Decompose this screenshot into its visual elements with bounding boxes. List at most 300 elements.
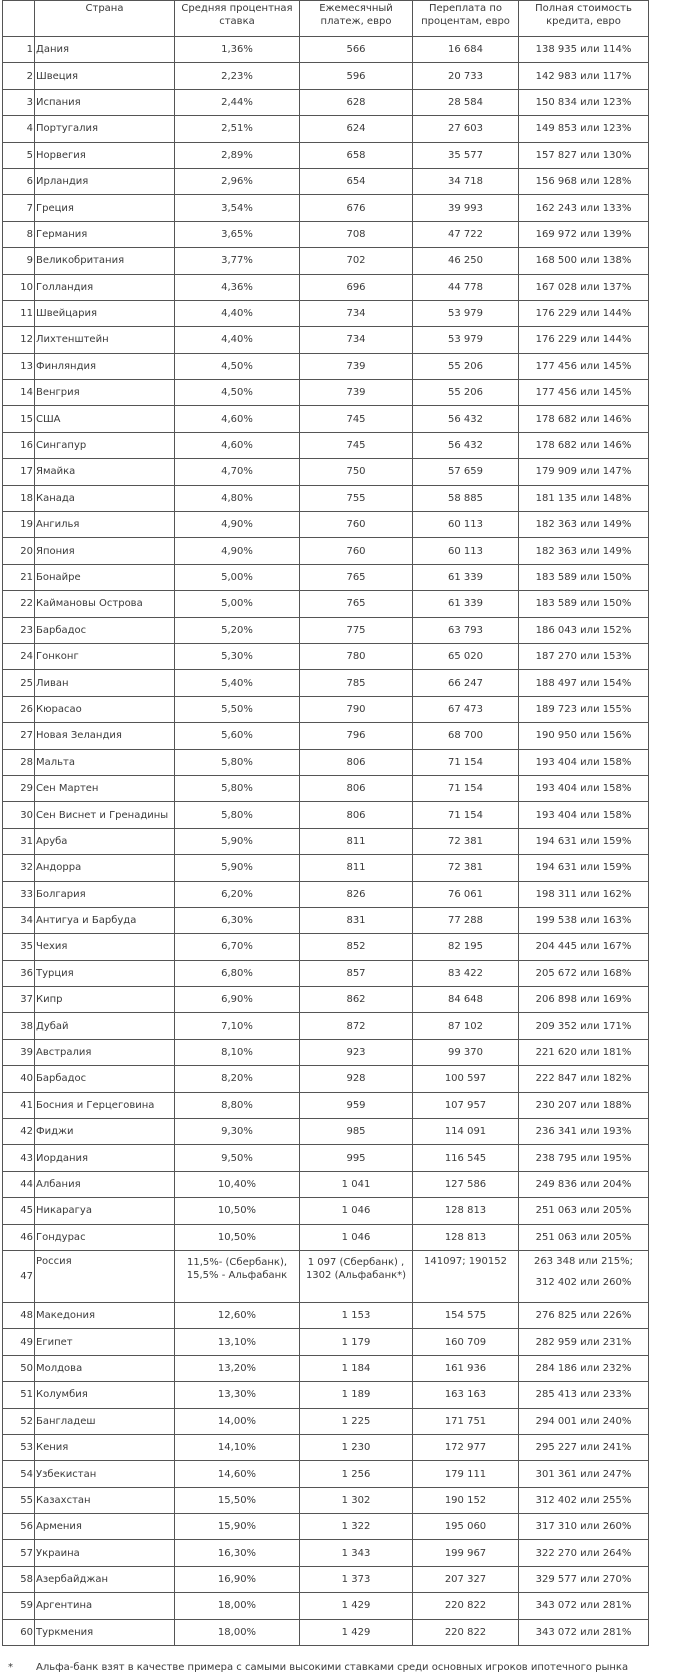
total-cost-cell: 182 363 или 149% (519, 538, 649, 564)
table-row (3, 1013, 649, 1039)
total-cost-cell: 193 404 или 158% (519, 775, 649, 801)
table-row (3, 380, 649, 406)
row-number: 47 (3, 1250, 35, 1302)
monthly-payment-cell: 857 (300, 960, 413, 986)
monthly-payment-cell: 596 (300, 63, 413, 89)
table-row (3, 1329, 649, 1355)
table-row (3, 775, 649, 801)
overpayment-cell: 127 586 (413, 1171, 519, 1197)
overpayment-cell: 71 154 (413, 775, 519, 801)
rate-cell: 18,00% (175, 1619, 300, 1645)
overpayment-cell: 65 020 (413, 643, 519, 669)
country-cell: Аргентина (35, 1593, 175, 1619)
country-cell: Кения (35, 1434, 175, 1460)
country-cell: Аруба (35, 828, 175, 854)
monthly-payment-cell: 923 (300, 1039, 413, 1065)
row-number: 11 (3, 300, 35, 326)
total-cost-cell: 188 497 или 154% (519, 670, 649, 696)
row-number: 25 (3, 670, 35, 696)
overpayment-cell: 163 163 (413, 1382, 519, 1408)
rate-cell: 2,96% (175, 168, 300, 194)
monthly-payment-cell: 775 (300, 617, 413, 643)
overpayment-cell: 107 957 (413, 1092, 519, 1118)
rate-cell: 10,50% (175, 1198, 300, 1224)
table-row (3, 1092, 649, 1118)
table-row (3, 617, 649, 643)
total-cost-cell: 138 935 или 114% (519, 37, 649, 63)
country-cell: Испания (35, 89, 175, 115)
rate-cell: 2,44% (175, 89, 300, 115)
overpayment-cell: 28 584 (413, 89, 519, 115)
total-cost-cell: 167 028 или 137% (519, 274, 649, 300)
rate-cell: 4,80% (175, 485, 300, 511)
table-row (3, 881, 649, 907)
rate-cell: 4,40% (175, 327, 300, 353)
rate-cell: 9,30% (175, 1119, 300, 1145)
total-cost-cell: 157 827 или 130% (519, 142, 649, 168)
overpayment-cell: 82 195 (413, 934, 519, 960)
country-cell: Азербайджан (35, 1566, 175, 1592)
country-cell: Сен Мартен (35, 775, 175, 801)
country-cell: Финляндия (35, 353, 175, 379)
row-number: 1 (3, 37, 35, 63)
overpayment-cell: 60 113 (413, 538, 519, 564)
table-row (3, 406, 649, 432)
table-row (3, 353, 649, 379)
overpayment-cell: 220 822 (413, 1619, 519, 1645)
row-number: 39 (3, 1039, 35, 1065)
rate-cell: 6,30% (175, 907, 300, 933)
table-row (3, 459, 649, 485)
header-number (3, 1, 35, 37)
rate-cell: 5,60% (175, 723, 300, 749)
rate-cell: 13,10% (175, 1329, 300, 1355)
country-cell: Барбадос (35, 1066, 175, 1092)
rate-cell: 4,50% (175, 353, 300, 379)
country-cell: США (35, 406, 175, 432)
overpayment-cell: 207 327 (413, 1566, 519, 1592)
table-row (3, 1224, 649, 1250)
row-number: 26 (3, 696, 35, 722)
overpayment-cell: 34 718 (413, 168, 519, 194)
rate-cell: 10,50% (175, 1224, 300, 1250)
table-row (3, 142, 649, 168)
total-cost-cell: 156 968 или 128% (519, 168, 649, 194)
rate-cell: 2,89% (175, 142, 300, 168)
monthly-payment-cell: 760 (300, 512, 413, 538)
total-cost-cell: 177 456 или 145% (519, 380, 649, 406)
table-row (3, 696, 649, 722)
total-cost-cell: 238 795 или 195% (519, 1145, 649, 1171)
rate-cell: 5,90% (175, 828, 300, 854)
table-body (3, 37, 649, 1646)
header-country: Страна (35, 1, 175, 37)
overpayment-cell: 72 381 (413, 855, 519, 881)
country-cell: Дубай (35, 1013, 175, 1039)
country-cell: Греция (35, 195, 175, 221)
monthly-payment-cell: 1 322 (300, 1514, 413, 1540)
total-cost-cell: 183 589 или 150% (519, 591, 649, 617)
row-number: 14 (3, 380, 35, 406)
row-number: 17 (3, 459, 35, 485)
table-row (3, 1408, 649, 1434)
total-cost-cell: 168 500 или 138% (519, 248, 649, 274)
row-number: 29 (3, 775, 35, 801)
overpayment-cell: 77 288 (413, 907, 519, 933)
rate-cell: 11,5%- (Сбербанк), 15,5% - Альфабанк (175, 1250, 300, 1302)
total-cost-cell: 230 207 или 188% (519, 1092, 649, 1118)
table-row (3, 1487, 649, 1513)
monthly-payment-cell: 696 (300, 274, 413, 300)
overpayment-cell: 71 154 (413, 749, 519, 775)
country-cell: Ямайка (35, 459, 175, 485)
row-number: 23 (3, 617, 35, 643)
row-number: 52 (3, 1408, 35, 1434)
rate-cell: 4,50% (175, 380, 300, 406)
monthly-payment-cell: 872 (300, 1013, 413, 1039)
country-cell: Португалия (35, 116, 175, 142)
table-row (3, 116, 649, 142)
country-cell: Германия (35, 221, 175, 247)
row-number: 51 (3, 1382, 35, 1408)
rate-cell: 6,90% (175, 987, 300, 1013)
monthly-payment-cell: 708 (300, 221, 413, 247)
row-number: 33 (3, 881, 35, 907)
overpayment-cell: 179 111 (413, 1461, 519, 1487)
overpayment-cell: 84 648 (413, 987, 519, 1013)
overpayment-cell: 154 575 (413, 1302, 519, 1328)
total-cost-cell: 162 243 или 133% (519, 195, 649, 221)
total-cost-cell: 142 983 или 117% (519, 63, 649, 89)
row-number: 4 (3, 116, 35, 142)
overpayment-cell: 190 152 (413, 1487, 519, 1513)
row-number: 9 (3, 248, 35, 274)
row-number: 40 (3, 1066, 35, 1092)
country-cell: Австралия (35, 1039, 175, 1065)
row-number: 35 (3, 934, 35, 960)
rate-cell: 16,90% (175, 1566, 300, 1592)
total-cost-cell: 295 227 или 241% (519, 1434, 649, 1460)
rate-cell: 5,20% (175, 617, 300, 643)
overpayment-cell: 20 733 (413, 63, 519, 89)
country-cell: Египет (35, 1329, 175, 1355)
row-number: 60 (3, 1619, 35, 1645)
monthly-payment-cell: 734 (300, 300, 413, 326)
rate-cell: 4,60% (175, 432, 300, 458)
row-number: 41 (3, 1092, 35, 1118)
row-number: 31 (3, 828, 35, 854)
rate-cell: 12,60% (175, 1302, 300, 1328)
overpayment-cell: 160 709 (413, 1329, 519, 1355)
country-cell: Барбадос (35, 617, 175, 643)
table-row (3, 63, 649, 89)
row-number: 3 (3, 89, 35, 115)
monthly-payment-cell: 928 (300, 1066, 413, 1092)
country-cell: Швеция (35, 63, 175, 89)
monthly-payment-cell: 658 (300, 142, 413, 168)
row-number: 30 (3, 802, 35, 828)
overpayment-cell: 161 936 (413, 1355, 519, 1381)
table-header (3, 1, 649, 37)
total-cost-cell: 284 186 или 232% (519, 1355, 649, 1381)
overpayment-cell: 99 370 (413, 1039, 519, 1065)
overpayment-cell: 72 381 (413, 828, 519, 854)
monthly-payment-cell: 1 429 (300, 1619, 413, 1645)
header-monthly-payment: Ежемесячный платеж, евро (300, 1, 413, 37)
monthly-payment-cell: 862 (300, 987, 413, 1013)
row-number: 5 (3, 142, 35, 168)
monthly-payment-cell: 1 046 (300, 1198, 413, 1224)
total-cost-cell: 182 363 или 149% (519, 512, 649, 538)
total-cost-cell: 190 950 или 156% (519, 723, 649, 749)
row-number: 49 (3, 1329, 35, 1355)
monthly-payment-cell: 831 (300, 907, 413, 933)
table-row (3, 512, 649, 538)
rate-cell: 8,10% (175, 1039, 300, 1065)
overpayment-cell: 61 339 (413, 591, 519, 617)
total-cost-cell (519, 1250, 649, 1302)
total-cost-cell: 178 682 или 146% (519, 406, 649, 432)
overpayment-cell: 47 722 (413, 221, 519, 247)
overpayment-cell: 56 432 (413, 432, 519, 458)
total-cost-line: 312 402 или 260% (535, 1276, 632, 1288)
table-row (3, 670, 649, 696)
country-cell: Новая Зеландия (35, 723, 175, 749)
monthly-payment-cell: 702 (300, 248, 413, 274)
monthly-payment-cell: 1 046 (300, 1224, 413, 1250)
monthly-payment-cell: 566 (300, 37, 413, 63)
rate-cell: 5,50% (175, 696, 300, 722)
overpayment-cell: 66 247 (413, 670, 519, 696)
row-number: 38 (3, 1013, 35, 1039)
header-overpayment: Переплата по процентам, евро (413, 1, 519, 37)
country-cell: Антигуа и Барбуда (35, 907, 175, 933)
total-cost-cell: 150 834 или 123% (519, 89, 649, 115)
monthly-payment-cell: 654 (300, 168, 413, 194)
table-row (3, 1119, 649, 1145)
monthly-payment-cell: 734 (300, 327, 413, 353)
country-cell: Швейцария (35, 300, 175, 326)
country-cell: Сен Виснет и Гренадины (35, 802, 175, 828)
rate-cell: 16,30% (175, 1540, 300, 1566)
overpayment-cell: 57 659 (413, 459, 519, 485)
monthly-payment-cell: 806 (300, 775, 413, 801)
rate-cell: 4,40% (175, 300, 300, 326)
country-cell: Мальта (35, 749, 175, 775)
total-cost-cell: 189 723 или 155% (519, 696, 649, 722)
rate-cell: 3,54% (175, 195, 300, 221)
overpayment-cell: 199 967 (413, 1540, 519, 1566)
row-number: 43 (3, 1145, 35, 1171)
row-number: 27 (3, 723, 35, 749)
country-cell: Великобритания (35, 248, 175, 274)
country-cell: Россия (35, 1250, 175, 1302)
monthly-payment-cell: 745 (300, 406, 413, 432)
row-number: 46 (3, 1224, 35, 1250)
monthly-payment-cell: 1 302 (300, 1487, 413, 1513)
monthly-payment-cell: 1 097 (Сбербанк) , 1302 (Альфабанк*) (300, 1250, 413, 1302)
table-row (3, 195, 649, 221)
rate-cell: 9,50% (175, 1145, 300, 1171)
monthly-payment-cell: 1 343 (300, 1540, 413, 1566)
table-row (3, 327, 649, 353)
rate-cell: 4,90% (175, 538, 300, 564)
table-row (3, 855, 649, 881)
country-cell: Турция (35, 960, 175, 986)
rate-cell: 5,00% (175, 564, 300, 590)
monthly-payment-cell: 624 (300, 116, 413, 142)
table-row (3, 1514, 649, 1540)
rate-cell: 5,90% (175, 855, 300, 881)
rate-cell: 3,65% (175, 221, 300, 247)
monthly-payment-cell: 1 184 (300, 1355, 413, 1381)
country-cell: Андорра (35, 855, 175, 881)
rate-cell: 1,36% (175, 37, 300, 63)
country-cell: Ангилья (35, 512, 175, 538)
country-cell: Армения (35, 1514, 175, 1540)
monthly-payment-cell: 676 (300, 195, 413, 221)
row-number: 58 (3, 1566, 35, 1592)
country-cell: Венгрия (35, 380, 175, 406)
row-number: 12 (3, 327, 35, 353)
table-row (3, 907, 649, 933)
total-cost-cell: 194 631 или 159% (519, 855, 649, 881)
rate-cell: 7,10% (175, 1013, 300, 1039)
rate-cell: 8,80% (175, 1092, 300, 1118)
overpayment-cell: 100 597 (413, 1066, 519, 1092)
total-cost-cell: 187 270 или 153% (519, 643, 649, 669)
country-cell: Узбекистан (35, 1461, 175, 1487)
country-cell: Гонконг (35, 643, 175, 669)
rate-cell: 13,30% (175, 1382, 300, 1408)
rate-cell: 5,80% (175, 775, 300, 801)
rate-cell: 5,40% (175, 670, 300, 696)
header-total-cost: Полная стоимость кредита, евро (519, 1, 649, 37)
overpayment-cell: 58 885 (413, 485, 519, 511)
total-cost-cell: 222 847 или 182% (519, 1066, 649, 1092)
country-cell: Канада (35, 485, 175, 511)
row-number: 56 (3, 1514, 35, 1540)
table-row (3, 1566, 649, 1592)
rate-cell: 4,36% (175, 274, 300, 300)
monthly-payment-cell: 1 225 (300, 1408, 413, 1434)
country-cell: Фиджи (35, 1119, 175, 1145)
monthly-payment-cell: 1 041 (300, 1171, 413, 1197)
table-row (3, 723, 649, 749)
table-row (3, 643, 649, 669)
table-row (3, 749, 649, 775)
country-cell: Босния и Герцеговина (35, 1092, 175, 1118)
row-number: 15 (3, 406, 35, 432)
total-cost-cell: 181 135 или 148% (519, 485, 649, 511)
country-cell: Иордания (35, 1145, 175, 1171)
total-cost-cell: 209 352 или 171% (519, 1013, 649, 1039)
total-cost-cell: 317 310 или 260% (519, 1514, 649, 1540)
header-rate: Средняя процентная ставка (175, 1, 300, 37)
rate-cell: 5,00% (175, 591, 300, 617)
row-number: 55 (3, 1487, 35, 1513)
row-number: 59 (3, 1593, 35, 1619)
rate-cell: 6,20% (175, 881, 300, 907)
monthly-payment-cell: 765 (300, 591, 413, 617)
table-row (3, 564, 649, 590)
footnote-mark: * (8, 1662, 13, 1673)
table-row (3, 1171, 649, 1197)
table-row (3, 1382, 649, 1408)
overpayment-cell: 76 061 (413, 881, 519, 907)
monthly-payment-cell: 959 (300, 1092, 413, 1118)
overpayment-cell: 68 700 (413, 723, 519, 749)
country-cell: Никарагуа (35, 1198, 175, 1224)
country-cell: Каймановы Острова (35, 591, 175, 617)
monthly-payment-cell: 806 (300, 802, 413, 828)
overpayment-cell: 55 206 (413, 353, 519, 379)
monthly-payment-cell: 806 (300, 749, 413, 775)
monthly-payment-cell: 760 (300, 538, 413, 564)
table-row (3, 1593, 649, 1619)
table-row (3, 221, 649, 247)
total-cost-cell: 204 445 или 167% (519, 934, 649, 960)
monthly-payment-cell: 750 (300, 459, 413, 485)
table-row (3, 538, 649, 564)
total-cost-cell: 251 063 или 205% (519, 1198, 649, 1224)
table-row (3, 1145, 649, 1171)
total-cost-cell: 343 072 или 281% (519, 1619, 649, 1645)
country-cell: Казахстан (35, 1487, 175, 1513)
total-cost-cell: 205 672 или 168% (519, 960, 649, 986)
monthly-payment-cell: 765 (300, 564, 413, 590)
overpayment-cell: 141097; 190152 (413, 1250, 519, 1302)
overpayment-cell: 46 250 (413, 248, 519, 274)
monthly-payment-cell: 1 179 (300, 1329, 413, 1355)
table-row (3, 591, 649, 617)
table-row (3, 432, 649, 458)
row-number: 2 (3, 63, 35, 89)
total-cost-cell: 329 577 или 270% (519, 1566, 649, 1592)
table-row (3, 1619, 649, 1645)
table-row (3, 274, 649, 300)
country-cell: Голландия (35, 274, 175, 300)
overpayment-cell: 55 206 (413, 380, 519, 406)
row-number: 10 (3, 274, 35, 300)
country-cell: Колумбия (35, 1382, 175, 1408)
overpayment-cell: 56 432 (413, 406, 519, 432)
table-row (3, 960, 649, 986)
footnote (8, 1662, 648, 1673)
total-cost-cell: 198 311 или 162% (519, 881, 649, 907)
row-number: 16 (3, 432, 35, 458)
table-row (3, 1434, 649, 1460)
monthly-payment-cell: 780 (300, 643, 413, 669)
overpayment-cell: 128 813 (413, 1198, 519, 1224)
overpayment-cell: 39 993 (413, 195, 519, 221)
rate-cell: 2,51% (175, 116, 300, 142)
monthly-payment-cell: 811 (300, 828, 413, 854)
total-cost-cell: 251 063 или 205% (519, 1224, 649, 1250)
overpayment-cell: 83 422 (413, 960, 519, 986)
row-number: 34 (3, 907, 35, 933)
overpayment-cell: 61 339 (413, 564, 519, 590)
total-cost-cell: 206 898 или 169% (519, 987, 649, 1013)
total-cost-cell: 199 538 или 163% (519, 907, 649, 933)
rate-cell: 18,00% (175, 1593, 300, 1619)
rate-cell: 14,00% (175, 1408, 300, 1434)
rate-cell: 6,70% (175, 934, 300, 960)
overpayment-cell: 60 113 (413, 512, 519, 538)
total-cost-cell: 169 972 или 139% (519, 221, 649, 247)
country-cell: Чехия (35, 934, 175, 960)
total-cost-cell: 193 404 или 158% (519, 749, 649, 775)
